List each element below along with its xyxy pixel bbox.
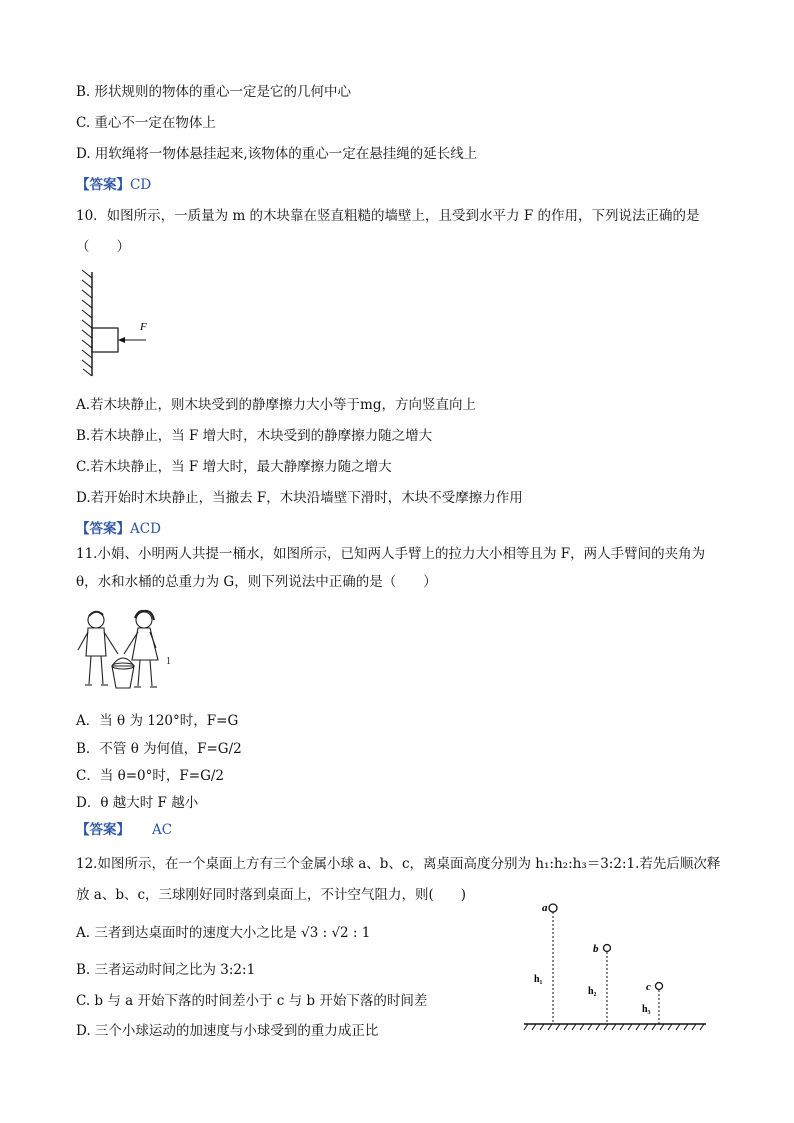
- answer-value: ACD: [130, 521, 161, 537]
- q12-option-a: A. 三者到达桌面时的速度大小之比是 √3 : √2 : 1: [76, 925, 371, 941]
- q9-option-c: C. 重心不一定在物体上: [76, 115, 216, 131]
- girl-figure: [124, 611, 158, 687]
- q11-option-a: A．当 θ 为 120°时，F=G: [76, 713, 239, 729]
- q11-answer: [76, 821, 172, 839]
- label-a: a: [542, 902, 548, 914]
- label-h2: h₂: [588, 986, 597, 997]
- answer-tag: 【答案】: [76, 521, 130, 537]
- ball-c: [656, 983, 663, 990]
- figure-mark: 1: [166, 656, 171, 667]
- label-b: b: [593, 943, 599, 955]
- q12-stem-line2: 放 a、b、c，三球刚好同时落到桌面上，不计空气阻力，则( ): [76, 887, 467, 903]
- q10-option-a: A.若木块静止，则木块受到的静摩擦力大小等于mg，方向竖直向上: [76, 397, 476, 413]
- q11-option-b: B．不管 θ 为何值，F=G/2: [76, 741, 242, 757]
- answer-tag: 【答案】: [76, 822, 130, 838]
- label-c: c: [646, 981, 651, 993]
- boy-figure: [78, 612, 118, 685]
- wall-hatching: [82, 270, 92, 376]
- label-h1: h₁: [534, 974, 543, 985]
- q10-stem-line1: 10．如图所示，一质量为 m 的木块靠在竖直粗糙的墙壁上，且受到水平力 F 的作用，下列说法正确的是: [76, 208, 700, 224]
- q9-option-b: B. 形状规则的物体的重心一定是它的几何中心: [76, 84, 352, 100]
- q12-option-d: D. 三个小球运动的加速度与小球受到的重力成正比: [76, 1023, 379, 1039]
- two-children-bucket-figure: [74, 606, 174, 694]
- q10-answer: [76, 520, 161, 538]
- q10-option-d: D.若开始时木块静止，当撤去 F，木块沿墙壁下滑时，木块不受摩擦力作用: [76, 490, 523, 506]
- q12-option-b: B. 三者运动时间之比为 3:2:1: [76, 962, 256, 978]
- tabletop-hatching: [524, 1024, 704, 1030]
- force-label: F: [140, 321, 147, 333]
- q9-option-d: D. 用软绳将一物体悬挂起来,该物体的重心一定在悬挂绳的延长线上: [76, 146, 478, 162]
- force-arrow-head: [118, 337, 125, 343]
- q10-stem-line2: （ ）: [76, 239, 130, 255]
- q9-answer: [76, 176, 151, 194]
- q11-stem-line1: 11.小娟、小明两人共提一桶水，如图所示，已知两人手臂上的拉力大小相等且为 F，两人手臂间的夹角为: [76, 546, 706, 562]
- q11-stem-line2: θ，水和水桶的总重力为 G，则下列说法中正确的是（ ）: [76, 574, 437, 590]
- q10-option-c: C.若木块静止，当 F 增大时，最大静摩擦力随之增大: [76, 459, 392, 475]
- ball-b: [604, 945, 611, 952]
- answer-value: AC: [152, 822, 173, 838]
- wall-block-figure: [74, 268, 164, 380]
- label-h3: h₃: [642, 1004, 651, 1015]
- q11-option-d: D．θ 越大时 F 越小: [76, 795, 199, 811]
- ball-a: [549, 904, 557, 912]
- q10-option-b: B.若木块静止，当 F 增大时，木块受到的静摩擦力随之增大: [76, 428, 433, 444]
- answer-tag: 【答案】: [76, 177, 130, 193]
- wooden-block: [92, 328, 118, 352]
- q12-stem-line1: 12.如图所示，在一个桌面上方有三个金属小球 a、b、c，离桌面高度分别为 h₁:h₂:h₃＝3:2:1.若先后顺次释: [76, 856, 721, 872]
- q12-option-c: C. b 与 a 开始下落的时间差小于 c 与 b 开始下落的时间差: [76, 993, 428, 1009]
- q11-option-c: C．当 θ=0°时，F=G/2: [76, 768, 224, 784]
- bucket: [112, 658, 134, 688]
- answer-value: CD: [130, 177, 152, 193]
- three-balls-figure: [520, 896, 710, 1038]
